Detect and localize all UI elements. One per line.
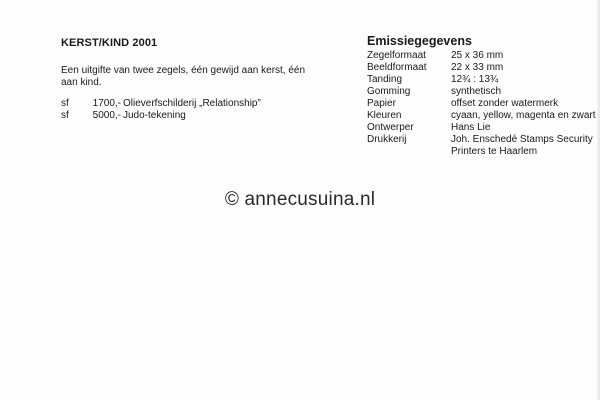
spec-row-colors	[367, 110, 597, 122]
stamp-value: 5000,-	[92, 110, 121, 121]
spec-row-image-size	[367, 62, 597, 74]
spec-value: Hans Lie	[451, 122, 491, 133]
emission-title: Emissiegegevens	[367, 34, 472, 48]
stamp-description: Olieverfschilderij „Relationship”	[123, 98, 261, 109]
emission-details	[367, 34, 597, 158]
spec-label: Zegelformaat	[367, 50, 426, 61]
spec-value: Joh. Enschedé Stamps Security Printers te Haarlem	[451, 134, 593, 157]
issue-intro: Een uitgifte van twee zegels, één gewijd aan kerst, één aan kind.	[61, 65, 306, 88]
spec-row-printer	[367, 134, 597, 158]
stamp-value: 1700,-	[92, 98, 121, 109]
spec-value: 25 x 36 mm	[451, 50, 504, 61]
spec-row-paper	[367, 98, 597, 110]
spec-row-gum	[367, 86, 597, 98]
spec-label: Tanding	[367, 74, 403, 85]
stamp-currency: sf	[61, 98, 69, 109]
spec-value: synthetisch	[451, 86, 502, 97]
issue-title: KERST/KIND 2001	[61, 37, 158, 49]
stamp-row	[61, 110, 331, 122]
spec-value: 12¾ : 13¾	[451, 74, 499, 85]
stamp-row	[61, 98, 331, 110]
spec-label: Kleuren	[367, 110, 402, 121]
spec-row-stamp-size	[367, 50, 597, 62]
issue-description	[61, 37, 331, 122]
copyright-watermark: © annecusuina.nl	[224, 189, 376, 210]
spec-row-perforation	[367, 74, 597, 86]
spec-row-designer	[367, 122, 597, 134]
spec-label: Gomming	[367, 86, 411, 97]
spec-label: Ontwerper	[367, 122, 414, 133]
spec-value: 22 x 33 mm	[451, 62, 504, 73]
spec-label: Papier	[367, 98, 396, 109]
stamp-description: Judo-tekening	[123, 110, 186, 121]
spec-value: offset zonder watermerk	[451, 98, 559, 109]
stamp-currency: sf	[61, 110, 69, 121]
spec-label: Beeldformaat	[367, 62, 427, 73]
spec-value: cyaan, yellow, magenta en zwart	[451, 110, 596, 121]
spec-label: Drukkerij	[367, 134, 407, 145]
